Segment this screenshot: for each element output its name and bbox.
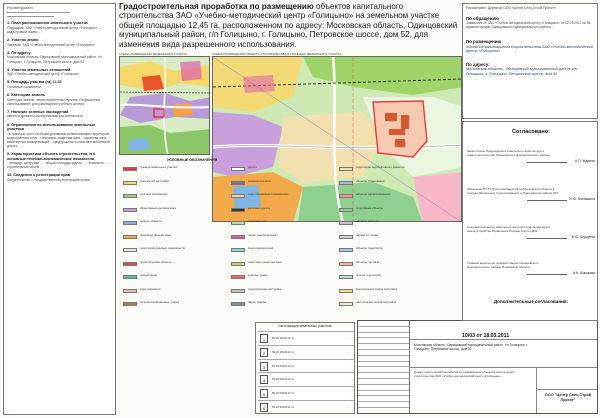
legend-label: линии электропередач [248, 232, 278, 237]
legend-label: железная дорога [248, 205, 270, 210]
small-map-caption: СХЕМА РАЗМЕЩЕНИЯ ЗЕМЕЛЬНОГО УЧАСТКА [119, 52, 188, 56]
section-heading: 8. Ограничения по использованию земельных участков [7, 122, 96, 132]
legend-label: объекты здравоохранения [356, 192, 391, 196]
document-date: 10/03 от 18.03.2011 [462, 333, 510, 339]
legend-item [123, 274, 223, 281]
explication-row [258, 400, 354, 413]
legend-label: инженерные сети [248, 178, 271, 183]
legend-item [339, 207, 439, 214]
explication-row [258, 345, 354, 358]
explication-code: 50:20:0010112:xx [272, 405, 295, 409]
legend-swatch [123, 262, 137, 266]
address-value: Московская область, Одинцовский муниципальный район, г/п Голицыно, г. Голицыно, Петровское шоссе, дом 52 [466, 67, 577, 76]
section-text: Свидетельство о государственной регистрации права ... [7, 178, 94, 183]
approvals-box [462, 121, 598, 321]
info-section [7, 21, 112, 34]
approval-org: Начальник ТО ТУ Роспотребнадзора по Московской области в городах Звенигород, Краснознаменск и Одинцовском районе МО [467, 187, 558, 195]
legend-label: объекты образования [356, 178, 385, 183]
explication-code: 50:20:0010112:xx [272, 377, 295, 382]
legend-item [231, 220, 331, 227]
section-text: Заказчик: ЗАО «Учебно-методический центр «Голицыно» [7, 42, 95, 47]
explication-row [258, 359, 354, 372]
explication-number: 6 [260, 403, 268, 412]
location-map [119, 56, 210, 155]
legend-swatch [339, 181, 353, 185]
info-section [7, 80, 112, 89]
info-section [7, 123, 112, 149]
explication-title: Экспликация земельных участков [278, 324, 332, 328]
signature-line [527, 238, 567, 239]
legend-swatch [231, 275, 245, 279]
section-heading: 10. Сведения о регистрации прав [7, 173, 71, 178]
approval-row [467, 262, 595, 284]
legend-swatch [231, 235, 245, 239]
legend-label: дороги [248, 165, 257, 169]
appeal-text: Заявление от ЗАО «Учебно-методический центр «Голицыно» от 02.03.2011 № 38, Администрации Одинцовского муниципального района ... [466, 21, 592, 30]
approval-name: В.Ю. Шушунов [571, 235, 595, 239]
legend-label: общественно-деловая зона [140, 205, 176, 210]
legend-label: объекты торговли [356, 259, 380, 264]
document-title [119, 2, 459, 50]
section-heading-text: 5. Площадь участка (га) [7, 80, 52, 85]
signature-line [527, 274, 567, 275]
appeal-label-text: По обращению [466, 16, 499, 22]
legend-item [123, 288, 223, 295]
placement-value: объектов капитального строительства ЗАО «Учебно-методический центр «Голицыно» [466, 44, 593, 54]
legend-item [339, 247, 439, 254]
legend-label: многоэтажная жилая застройка [356, 286, 397, 291]
explication-number: 1 [260, 334, 268, 343]
legend-item [123, 220, 223, 227]
legend-item [339, 301, 439, 308]
legend-label: зона специального назначения [248, 192, 289, 196]
legend-swatch [123, 275, 137, 279]
section-heading: 4. Участок земельных отношений [7, 67, 71, 72]
legend-item [231, 288, 331, 295]
legend-swatch [231, 248, 245, 252]
legend-swatch [231, 262, 245, 266]
signature-line [7, 12, 70, 13]
legend-item [339, 220, 439, 227]
explication-row [258, 386, 354, 399]
explication-table [255, 322, 355, 414]
legend-label: прочие территории [356, 273, 381, 277]
legend-swatch [339, 167, 353, 171]
additional-approvals-title: Дополнительные согласования: [493, 299, 569, 304]
legend-item [231, 247, 331, 254]
legend-swatch [123, 221, 137, 225]
legend-label: зона жилой застройки [140, 178, 169, 183]
legend-swatch [231, 302, 245, 306]
approval-org: Заместитель Председателя Комитета по архитектуре и градостроительству Одинцовского муниципального района [467, 149, 550, 157]
legend-label: водоохранная зона [248, 246, 274, 250]
explication-area: ... [347, 363, 350, 368]
legend-label: лесной фонд [140, 273, 158, 277]
signature-line [527, 162, 567, 163]
right-info-column [462, 3, 598, 321]
left-info-column [3, 3, 116, 415]
title-text [119, 2, 459, 49]
legend-label: объекты культуры [356, 219, 380, 223]
explication-number: 2 [260, 348, 268, 357]
legend-item [339, 288, 439, 295]
approval-name: Н.Ю. Малашина [569, 197, 595, 201]
explication-code: 50:20:0010112:xx [272, 349, 295, 354]
legend-item [231, 180, 331, 187]
legend-label: территории перспективного развития [356, 165, 405, 169]
legend-swatch [339, 235, 353, 239]
stamp-description: Градостроительная проработка по размещению объектов капитального строительства ЗАО «Учебно-методический центр «Голицыно» [414, 370, 515, 378]
section-text: Московская область, Одинцовский муниципальный район, г/п Голицыно, г. Голицыно, Петровское шоссе, дом 52 [7, 55, 102, 64]
legend-label: зеленые насаждения [140, 192, 168, 196]
legend-item [339, 193, 439, 200]
info-section [7, 152, 112, 169]
section-heading: 6. Категория земель [7, 93, 46, 98]
legend-swatch [231, 194, 245, 198]
legend-swatch [123, 235, 137, 239]
legend-item [231, 301, 331, 308]
legend-item [123, 207, 223, 214]
signature-line [7, 16, 54, 17]
legend-label: водные объекты [140, 219, 162, 223]
approve-small-text: Рассмотрено: Директор ООО «Центр Спец Строй Проект» [466, 6, 556, 10]
legend-swatch [231, 181, 245, 185]
legend-item [231, 234, 331, 241]
legend-swatch [231, 167, 245, 171]
legend-label: санитарно-защитная зона [248, 259, 282, 264]
legend-item [231, 166, 331, 173]
legend-swatch [231, 221, 245, 225]
info-section [7, 38, 112, 47]
section-text: - в границах зон с особыми условиями использования территорий; - водоохранная зона; - санитарно-защитная зона; - охранная зона инженерных коммуникаций; - придорожная полоса автомобильной дороги ... [7, 131, 112, 148]
legend-item [231, 261, 331, 268]
request-info-box [462, 3, 598, 119]
legend-label: спортивные объекты [356, 205, 384, 210]
stamp-signature-grid [358, 321, 410, 414]
legend-item [123, 234, 223, 241]
legend-swatch [339, 248, 353, 252]
approvals-title: Согласовано: [512, 129, 550, 135]
legend-swatch [231, 208, 245, 212]
title-bold: Градостроительная проработка по размещению [119, 2, 314, 11]
stamp-address: Московская область, Одинцовский муниципальный район, г/п Голицыно, г. Голицыно, Петровское шоссе, дом 52 [414, 343, 529, 351]
legend-swatch [123, 248, 137, 252]
explication-area: ... [347, 405, 350, 409]
legend-item [123, 247, 223, 254]
area-value: 12,45 [52, 80, 62, 85]
legend-label: производственная зона [140, 232, 171, 237]
section-text: Категория земель: земли населенных пунктов. Разрешенное использование: для размещения учебного центра [7, 97, 101, 106]
approve-label: Рекомендовано [7, 6, 34, 10]
approval-name: А.Н. Шашкова [572, 271, 595, 275]
section-text: - площадь застройки ... - общая площадь здания ... - этажность ... - строительный объем ... [7, 161, 110, 170]
map-legend [119, 158, 459, 320]
legend-swatch [339, 275, 353, 279]
legend-item [231, 207, 331, 214]
section-heading: 1. План расположения земельного участка [7, 21, 88, 26]
info-section [7, 68, 112, 77]
address-label-text: По адресу: [466, 61, 490, 67]
legend-swatch [339, 289, 353, 293]
legend-item [123, 166, 223, 173]
explication-area: ... [347, 336, 350, 340]
legend-item [123, 301, 223, 308]
explication-row [258, 331, 354, 344]
stamp-firm: ООО "Центр Спец Строй Проект" [544, 393, 592, 402]
approval-row [467, 188, 595, 210]
legend-swatch [339, 221, 353, 225]
legend-swatch [123, 194, 137, 198]
section-text: имеется древесно-кустарниковая растительность [7, 114, 84, 119]
legend-item [339, 274, 439, 281]
legend-label: зона рекреации [140, 286, 161, 291]
explication-number: 5 [260, 389, 268, 398]
approval-name: А.П. Жданов [574, 159, 595, 163]
legend-label: объекты транспорта [356, 246, 383, 250]
location-map-graphic [120, 57, 210, 155]
legend-item [339, 166, 439, 173]
legend-swatch [123, 289, 137, 293]
legend-label: сельскохозяйственные угодья [140, 300, 179, 304]
legend-swatch [123, 208, 137, 212]
explication-code: 50:20:0010112:xx [272, 391, 295, 396]
legend-item [339, 261, 439, 268]
section-text: Подрядчик: ЗАО «Учебно-методический центр «Голицыно» ... кадастровый номер ... [7, 26, 102, 35]
section-heading: 7. Наличие зеленых насаждений [7, 109, 69, 114]
explication-code: 50:20:0010112:xx [272, 363, 295, 368]
section-heading: 9. Характеристики объекта строительства, его основные технико-экономические показатели [7, 152, 95, 161]
legend-label: гаражи и стоянки [356, 232, 379, 237]
approval-row [467, 150, 595, 172]
legend-label: проектируемые объекты [140, 259, 172, 264]
approval-row [467, 226, 595, 248]
approval-org: Главный архитектор Администрации Одинцовского муниципального района Московской области [467, 261, 539, 269]
explication-area: ... [347, 349, 350, 354]
section-text: ЗАО «Учебно-методический центр «Голицыно» [7, 72, 80, 77]
legend-item [339, 180, 439, 187]
legend-swatch [231, 289, 245, 293]
legend-title: УСЛОВНЫЕ ОБОЗНАЧЕНИЯ [167, 158, 218, 162]
approval-org: Старший инспектор земельного контроля отдела надзора в землеустройстве Управления Росреестра по ЦФО [467, 225, 551, 233]
info-section [7, 93, 112, 106]
explication-area: ... [347, 377, 350, 382]
title-rest: объектов капитального строительства ЗАО «Учебно-методический центр «Голицыно» на земельном участке общей площадью 12,45 га, расположенном по адресу: Московская область, Одинцовский муниципальный район, г/п Голицыно, г. Голицыно, Петровское шоссе, дом 52, для изменения вида разрешенного использования. [119, 2, 458, 49]
legend-item [123, 193, 223, 200]
section-heading: 3. По адресу: [7, 50, 32, 55]
legend-item [123, 180, 223, 187]
legend-swatch [339, 262, 353, 266]
legend-swatch [123, 167, 137, 171]
legend-label: парки, скверы [248, 300, 267, 304]
legend-label: малоэтажная жилая застройка [356, 300, 397, 304]
info-section [7, 51, 112, 64]
signature-line [527, 200, 567, 201]
explication-area: ... [347, 391, 350, 396]
explication-number: 4 [260, 375, 268, 384]
section-heading: 2. Участок земли [7, 38, 39, 43]
legend-item [339, 234, 439, 241]
info-section [7, 110, 112, 119]
legend-swatch [339, 302, 353, 306]
legend-swatch [123, 302, 137, 306]
legend-label: красные линии [248, 273, 268, 277]
legend-label: граница земельного участка [140, 165, 177, 169]
document-number-date [462, 324, 598, 338]
main-map-caption: СХЕМА РАЗМЕЩЕНИЯ ОБЪЕКТА СТРОИТЕЛЬСТВА В ГРАНИЦАХ ЗЕМЕЛЬНОГО УЧАСТКА [212, 52, 342, 56]
legend-item [123, 261, 223, 268]
legend-item [231, 274, 331, 281]
placement-label-text: По размещению [466, 39, 502, 45]
legend-label: территория садовых товариществ [140, 246, 185, 250]
legend-swatch [339, 194, 353, 198]
section-text: Основные показатели [7, 84, 41, 89]
info-section [7, 173, 112, 182]
legend-label: существующая застройка [248, 286, 282, 291]
legend-swatch [123, 181, 137, 185]
legend-swatch [339, 208, 353, 212]
explication-code: 50:20:0010112:xx [272, 336, 295, 340]
explication-number: 3 [260, 362, 268, 371]
explication-row [258, 372, 354, 385]
legend-item [231, 193, 331, 200]
legend-label: охранная зона [248, 219, 267, 223]
